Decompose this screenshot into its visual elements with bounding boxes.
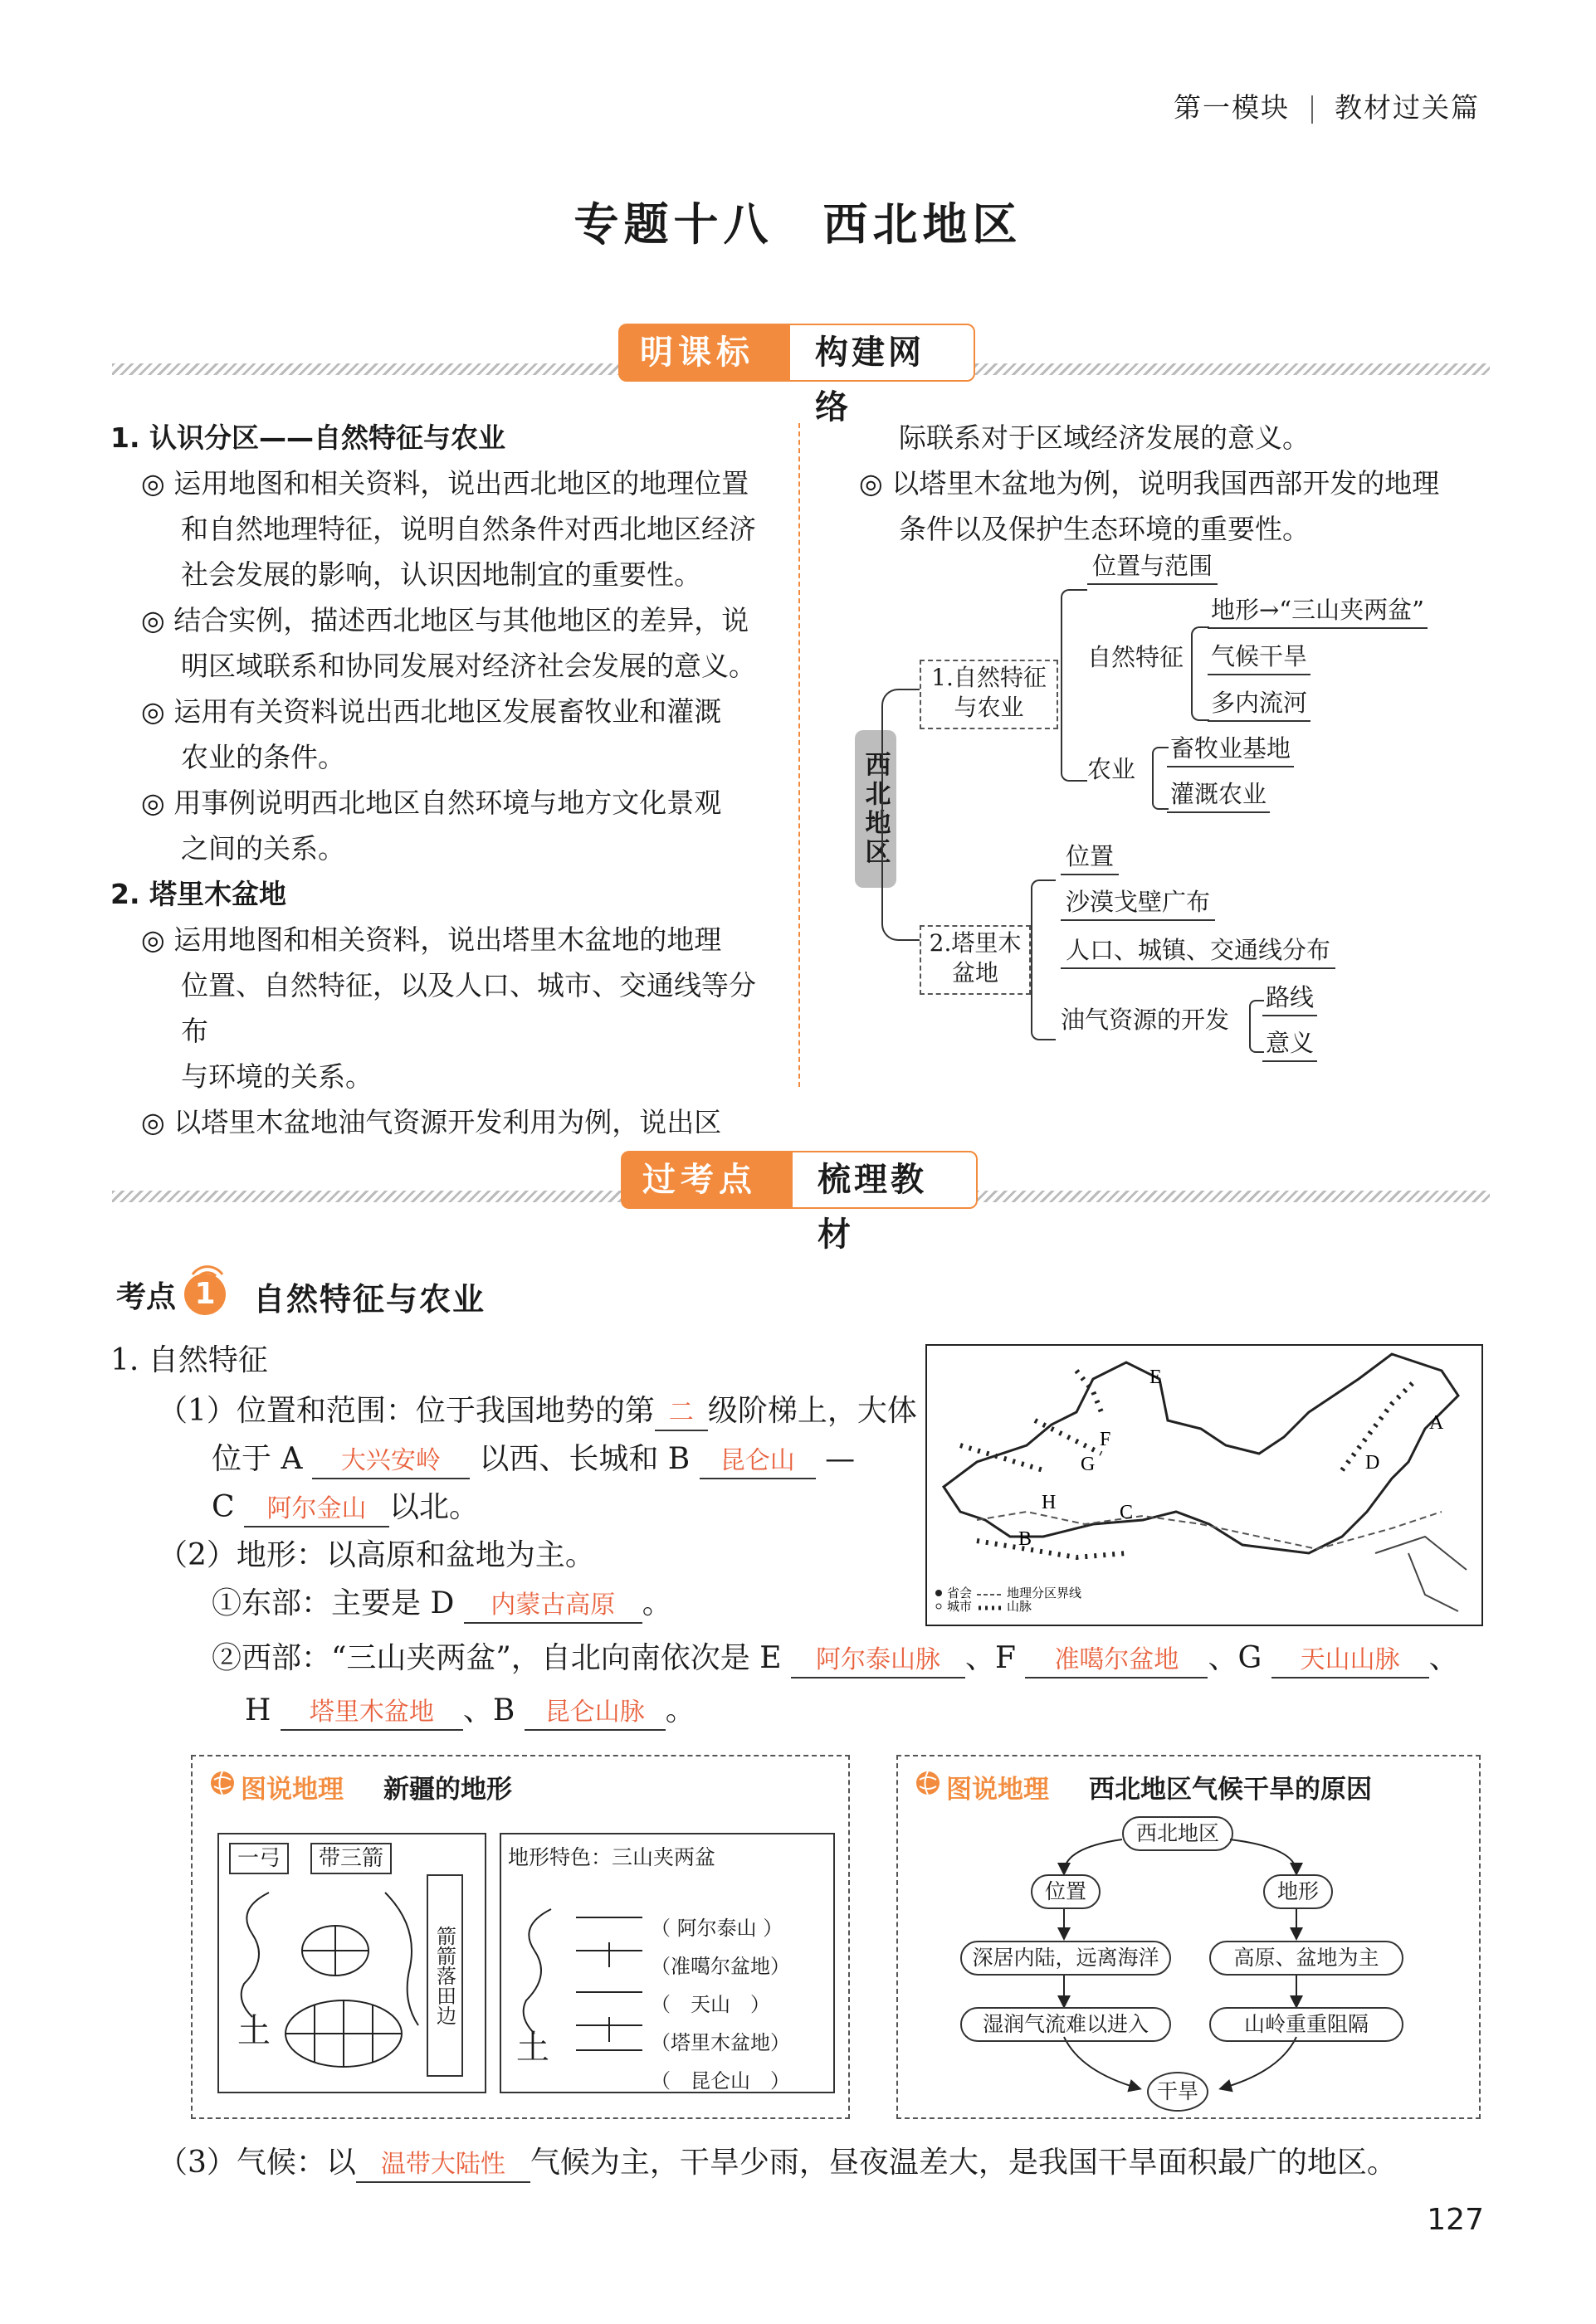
map-label-F: F [1100, 1429, 1111, 1450]
line: ◎ 以塔里木盆地为例，说明我国西部开发的地理 [859, 467, 1440, 499]
list-item: （ 天山 ） [651, 1993, 770, 2016]
page-header [1174, 86, 1480, 125]
globe-icon [209, 1770, 236, 1800]
b2-population: 人口、城镇、交通线分布 [1061, 936, 1335, 969]
flow-terrain: 地形 [1263, 1874, 1333, 1909]
banner-orange-label: 过考点 [621, 1151, 792, 1209]
mindmap-branch-2: 2.塔里木盆地 [920, 925, 1031, 995]
flow-mountains: 山岭重重阻隔 [1209, 2007, 1403, 2042]
p3-line [158, 2139, 1397, 2187]
banner-white-label: 梳理教材 [791, 1151, 978, 1209]
answer-blank: 大兴安岭 [312, 1445, 470, 1479]
line: 社会发展的影响，认识因地制宜的重要性。 [181, 558, 701, 591]
list-item: （塔里木盆地） [651, 2031, 790, 2054]
answer-blank: 二 [655, 1396, 708, 1431]
flow-inland: 深居内陆，远离海洋 [960, 1941, 1171, 1976]
line: 农业的条件。 [181, 741, 345, 773]
p1-line2 [212, 1435, 855, 1484]
header-separator [1311, 95, 1313, 124]
point-4 [141, 780, 780, 871]
b1-terrain: 地形→“三山夹两盆” [1208, 596, 1428, 629]
standard-heading-2: 2. 塔里木盆地 [110, 878, 286, 910]
line: ◎ 运用有关资料说出西北地区发展畜牧业和灌溉 [141, 695, 722, 728]
text: 。 [642, 1586, 672, 1620]
branch1-bracket [1061, 589, 1087, 782]
answer-blank: 温带大陆性 [356, 2148, 530, 2183]
banner-orange-label: 明课标 [618, 324, 789, 382]
map-label-B: B [1018, 1528, 1032, 1550]
page-title: 专题十八 西北地区 [573, 198, 1023, 251]
text: 位于 A [212, 1442, 303, 1476]
kaodian-title: 自然特征与农业 [253, 1281, 486, 1318]
line: 之间的关系。 [181, 832, 345, 865]
nature-bracket [1191, 626, 1209, 721]
tushuo-title: 新疆的地形 [383, 1775, 512, 1805]
daisanjian-label: 带三箭 [310, 1843, 392, 1874]
tushuo-title: 西北地区气候干旱的原因 [1089, 1775, 1372, 1805]
banner-curriculum [618, 324, 975, 426]
line: 位置、自然特征，以及人口、城市、交通线等分布 [181, 969, 756, 1047]
point-3 [141, 689, 780, 780]
line: 与环境的关系。 [181, 1060, 373, 1093]
text: H [245, 1693, 271, 1727]
text: 气候为主，干旱少雨，昼夜温差大，是我国干旱面积最广的地区。 [530, 2146, 1397, 2180]
map-label-E: E [1149, 1367, 1162, 1388]
b1-rivers: 多内流河 [1208, 689, 1310, 722]
root-bracket [881, 689, 920, 941]
point-2 [141, 597, 780, 689]
line: ◎ 结合实例，描述西北地区与其他地区的差异，说 [141, 604, 749, 636]
tu-char: 土 [237, 2012, 271, 2050]
text: 级阶梯上，大体 [707, 1394, 917, 1428]
legend-city: 城市 [947, 1599, 973, 1614]
banner-white-label: 构建网络 [788, 324, 975, 382]
section-label: 教材过关篇 [1335, 91, 1480, 124]
map-label-G: G [1081, 1454, 1096, 1475]
line: 和自然地理特征，说明自然条件对西北地区经济 [181, 513, 756, 545]
map-label-A: A [1429, 1412, 1444, 1434]
flow-arrows [898, 1756, 1479, 2117]
line: 际联系对于区域经济发展的意义。 [899, 421, 1310, 454]
kaodian-number: 1 [184, 1274, 226, 1315]
flow-position: 位置 [1031, 1874, 1101, 1909]
agri-bracket [1152, 747, 1169, 810]
b1-irrigation: 灌溉农业 [1167, 780, 1270, 813]
standards-right [859, 415, 1439, 552]
mindmap-branch-1: 1.自然特征与农业 [920, 660, 1058, 729]
b1-pastoral: 畜牧业基地 [1167, 734, 1294, 767]
answer-blank: 阿尔金山 [244, 1493, 389, 1527]
line: ◎ 运用地图和相关资料，说出塔里木盆地的地理 [141, 923, 722, 956]
page-number: 127 [1427, 2203, 1484, 2237]
point-1 [141, 460, 780, 597]
mindmap-root: 西北地区 [855, 730, 896, 888]
p2b-line [212, 1635, 1459, 1683]
branch2-bracket [1031, 879, 1056, 1040]
text: 、 [1428, 1641, 1459, 1675]
b2-meaning: 意义 [1262, 1029, 1317, 1062]
b1-position: 位置与范围 [1087, 552, 1218, 585]
column-divider [798, 423, 800, 1087]
b1-climate: 气候干旱 [1208, 642, 1310, 675]
answer-blank: 内蒙古高原 [464, 1589, 642, 1624]
b2-desert: 沙漠戈壁广布 [1061, 888, 1215, 921]
b2-route: 路线 [1262, 983, 1317, 1016]
kaodian-label: 考点 [116, 1280, 177, 1314]
text: 以北。 [389, 1490, 480, 1524]
mnemonic-drawing [219, 1834, 485, 2092]
terrain-feature: 地形特色：三山夹两盆 [508, 1845, 716, 1869]
legend-boundary: 地理分区界线 [1007, 1586, 1082, 1600]
list-item: （ 阿尔泰山 ） [651, 1917, 783, 1940]
line: 条件以及保护生态环境的重要性。 [899, 513, 1310, 545]
line: ◎ 用事例说明西北地区自然环境与地方文化景观 [141, 787, 722, 819]
text: ②西部：“三山夹两盆”，自北向南依次是 E [212, 1641, 782, 1675]
answer-blank: 准噶尔盆地 [1025, 1644, 1208, 1678]
mnemonic-panel [217, 1833, 486, 2093]
p1-line1 [158, 1387, 917, 1435]
p2c-line [245, 1687, 696, 1735]
banner-exam-points [621, 1151, 978, 1254]
text: 、G [1208, 1641, 1262, 1675]
text: ①东部：主要是 D [212, 1586, 455, 1620]
flow-result: 干旱 [1147, 2072, 1208, 2112]
text: （1）位置和范围：位于我国地势的第 [158, 1394, 655, 1428]
answer-blank: 昆仑山脉 [525, 1696, 666, 1731]
tushuo-tag: 图说地理 [241, 1775, 344, 1805]
standard-points-2 [141, 917, 780, 1145]
flow-plateau: 高原、盆地为主 [1209, 1941, 1403, 1976]
b2-location: 位置 [1061, 842, 1119, 875]
answer-blank: 阿尔泰山脉 [791, 1644, 965, 1678]
flow-moisture: 湿润气流难以进入 [960, 2007, 1171, 2042]
answer-blank: 天山山脉 [1271, 1644, 1429, 1678]
map-label-D: D [1365, 1452, 1380, 1474]
northwest-map [925, 1344, 1483, 1626]
map-graphic [927, 1346, 1481, 1625]
text: 、B [462, 1693, 515, 1727]
line: ◎ 以塔里木盆地油气资源开发利用为例，说出区 [141, 1106, 722, 1138]
text: 以西、长城和 B [479, 1442, 691, 1476]
b2-oil: 油气资源的开发 [1061, 1006, 1230, 1034]
b1-nature: 自然特征 [1087, 643, 1184, 671]
tushuo-climate [896, 1755, 1481, 2119]
flow-root: 西北地区 [1122, 1816, 1233, 1851]
list-item: （ 昆仑山 ） [651, 2069, 790, 2093]
text: 。 [665, 1693, 696, 1727]
natural-heading: 1. 自然特征 [110, 1343, 268, 1377]
legend-capital: 省会 [947, 1586, 973, 1600]
line: 明区域联系和协同发展对经济社会发展的意义。 [181, 650, 756, 682]
tushuo-tag: 图说地理 [946, 1775, 1049, 1805]
jian-label: 箭箭落田边 [427, 1874, 463, 2077]
standard-heading-1: 1. 认识分区——自然特征与农业 [110, 421, 505, 454]
map-label-H: H [1042, 1492, 1057, 1513]
terrain-list [651, 1909, 790, 2100]
text: C [212, 1490, 235, 1524]
answer-blank: 塔里木盆地 [281, 1696, 463, 1731]
p2-line: （2）地形：以高原和盆地为主。 [158, 1538, 595, 1572]
list-item: （准噶尔盆地） [651, 1955, 790, 1978]
module-label: 第一模块 [1174, 91, 1290, 124]
tu-char-2: 土 [516, 2029, 549, 2067]
text: 、F [965, 1641, 1016, 1675]
text: — [825, 1442, 856, 1476]
p2a-line [212, 1580, 672, 1628]
answer-blank: 昆仑山 [700, 1445, 816, 1479]
terrain-panel [500, 1833, 835, 2093]
legend-mountain: 山脉 [1007, 1599, 1032, 1614]
text: （3）气候：以 [158, 2146, 356, 2180]
standard-points-1 [141, 460, 780, 871]
line: ◎ 运用地图和相关资料，说出西北地区的地理位置 [141, 467, 749, 499]
tushuo-xinjiang [191, 1755, 850, 2119]
p1-line3 [212, 1484, 479, 1532]
b1-agri: 农业 [1087, 755, 1136, 783]
yigong-label: 一弓 [229, 1843, 289, 1874]
map-label-C: C [1120, 1502, 1134, 1523]
